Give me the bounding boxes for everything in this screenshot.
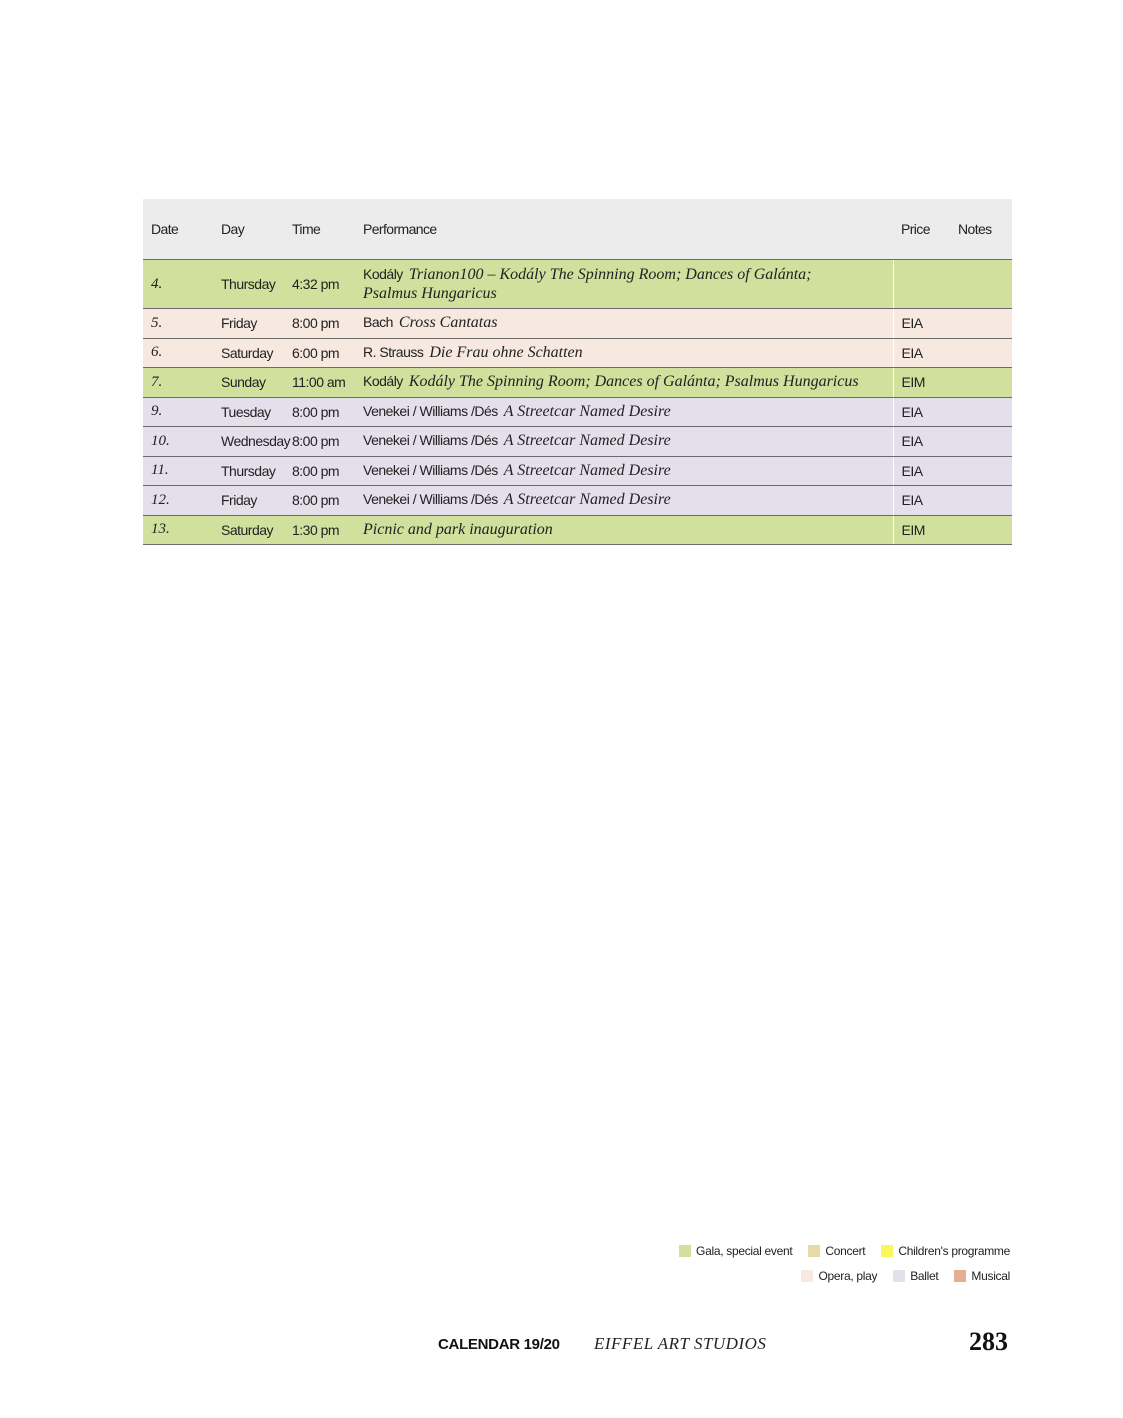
performance-cell [355, 427, 893, 457]
footer-venue: EIFFEL ART STUDIOS [594, 1334, 767, 1353]
legend-item-gala [679, 1244, 792, 1258]
composer: Kodály [363, 373, 403, 390]
time-cell: 6:00 pm [284, 338, 355, 368]
performance-cell [355, 260, 893, 309]
day-cell: Thursday [213, 260, 284, 309]
legend-item-concert [808, 1244, 865, 1258]
composer: Venekei / Williams /Dés [363, 402, 498, 419]
musical-swatch [954, 1270, 966, 1282]
time-cell: 11:00 am [284, 368, 355, 398]
day-cell: Friday [213, 309, 284, 339]
notes-cell [950, 427, 1012, 457]
table-header-row [143, 199, 1012, 260]
date-cell: 10. [143, 427, 213, 457]
day-cell: Tuesday [213, 397, 284, 427]
notes-cell [950, 309, 1012, 339]
legend-label: Gala, special event [696, 1244, 793, 1258]
date-cell: 12. [143, 486, 213, 516]
performance-title: A Streetcar Named Desire [503, 402, 671, 420]
table-row [143, 397, 1012, 427]
price-cell: EIA [893, 427, 950, 457]
date-cell: 6. [143, 338, 213, 368]
performance-cell [355, 456, 893, 486]
day-cell: Wednesday [213, 427, 284, 457]
date-cell: 9. [143, 397, 213, 427]
performance-title: Picnic and park inauguration [363, 520, 553, 538]
table-row [143, 309, 1012, 339]
table-row [143, 338, 1012, 368]
performance-title: A Streetcar Named Desire [503, 432, 671, 450]
composer: Venekei / Williams /Dés [363, 461, 498, 478]
legend-item-musical [954, 1269, 1010, 1283]
date-cell: 11. [143, 456, 213, 486]
table-row [143, 456, 1012, 486]
price-cell [893, 260, 950, 309]
time-cell: 1:30 pm [284, 515, 355, 545]
legend-row-1 [679, 1244, 1010, 1258]
composer: R. Strauss [363, 343, 424, 360]
price-cell: EIM [893, 368, 950, 398]
legend-item-children [881, 1244, 1010, 1258]
notes-cell [950, 486, 1012, 516]
notes-cell [950, 456, 1012, 486]
time-cell: 8:00 pm [284, 456, 355, 486]
gala-swatch [679, 1245, 691, 1257]
performance-title: Cross Cantatas [398, 314, 498, 332]
price-cell: EIA [893, 486, 950, 516]
composer: Venekei / Williams /Dés [363, 491, 498, 508]
time-cell: 8:00 pm [284, 397, 355, 427]
date-cell: 7. [143, 368, 213, 398]
legend-label: Ballet [910, 1269, 939, 1283]
legend-label: Musical [971, 1269, 1010, 1283]
footer-calendar-label: CALENDAR 19/20 [438, 1336, 560, 1353]
composer: Venekei / Williams /Dés [363, 432, 498, 449]
legend-item-opera [801, 1269, 877, 1283]
header-date: Date [143, 199, 213, 260]
notes-cell [950, 368, 1012, 398]
composer: Kodály [363, 265, 403, 282]
header-performance: Performance [355, 199, 893, 260]
price-cell: EIA [893, 338, 950, 368]
time-cell: 8:00 pm [284, 309, 355, 339]
performance-cell [355, 486, 893, 516]
date-cell: 13. [143, 515, 213, 545]
opera-swatch [801, 1270, 813, 1282]
price-cell: EIA [893, 397, 950, 427]
performance-cell [355, 368, 893, 398]
legend-item-ballet [893, 1269, 938, 1283]
performance-title-line2: Psalmus Hungaricus [363, 284, 497, 302]
page-number: 283 [969, 1327, 1008, 1356]
performance-cell [355, 397, 893, 427]
composer: Bach [363, 314, 393, 331]
performance-cell [355, 309, 893, 339]
performance-cell [355, 338, 893, 368]
header-day: Day [213, 199, 284, 260]
notes-cell [950, 260, 1012, 309]
performance-title: A Streetcar Named Desire [503, 491, 671, 509]
performance-title: A Streetcar Named Desire [503, 461, 671, 479]
table-row [143, 368, 1012, 398]
table-row [143, 427, 1012, 457]
day-cell: Friday [213, 486, 284, 516]
calendar-table [143, 199, 1012, 545]
concert-swatch [808, 1245, 820, 1257]
performance-title: Trianon100 – Kodály The Spinning Room; Dances of Galánta; [408, 265, 812, 283]
date-cell: 4. [143, 260, 213, 309]
performance-cell [355, 515, 893, 545]
ballet-swatch [893, 1270, 905, 1282]
price-cell: EIA [893, 309, 950, 339]
legend-label: Children's programme [898, 1244, 1010, 1258]
day-cell: Sunday [213, 368, 284, 398]
legend-row-2 [801, 1269, 1010, 1283]
legend-label: Opera, play [818, 1269, 878, 1283]
table-row [143, 260, 1012, 309]
price-cell: EIA [893, 456, 950, 486]
notes-cell [950, 515, 1012, 545]
table-row [143, 486, 1012, 516]
notes-cell [950, 338, 1012, 368]
header-notes: Notes [950, 199, 1012, 260]
legend-label: Concert [825, 1244, 866, 1258]
table-row [143, 515, 1012, 545]
header-time: Time [284, 199, 355, 260]
time-cell: 8:00 pm [284, 427, 355, 457]
children-swatch [881, 1245, 893, 1257]
time-cell: 8:00 pm [284, 486, 355, 516]
day-cell: Saturday [213, 338, 284, 368]
day-cell: Saturday [213, 515, 284, 545]
notes-cell [950, 397, 1012, 427]
performance-title: Kodály The Spinning Room; Dances of Galánta; Psalmus Hungaricus [408, 373, 859, 391]
performance-title: Die Frau ohne Schatten [429, 343, 583, 361]
price-cell: EIM [893, 515, 950, 545]
header-price: Price [893, 199, 950, 260]
day-cell: Thursday [213, 456, 284, 486]
date-cell: 5. [143, 309, 213, 339]
time-cell: 4:32 pm [284, 260, 355, 309]
